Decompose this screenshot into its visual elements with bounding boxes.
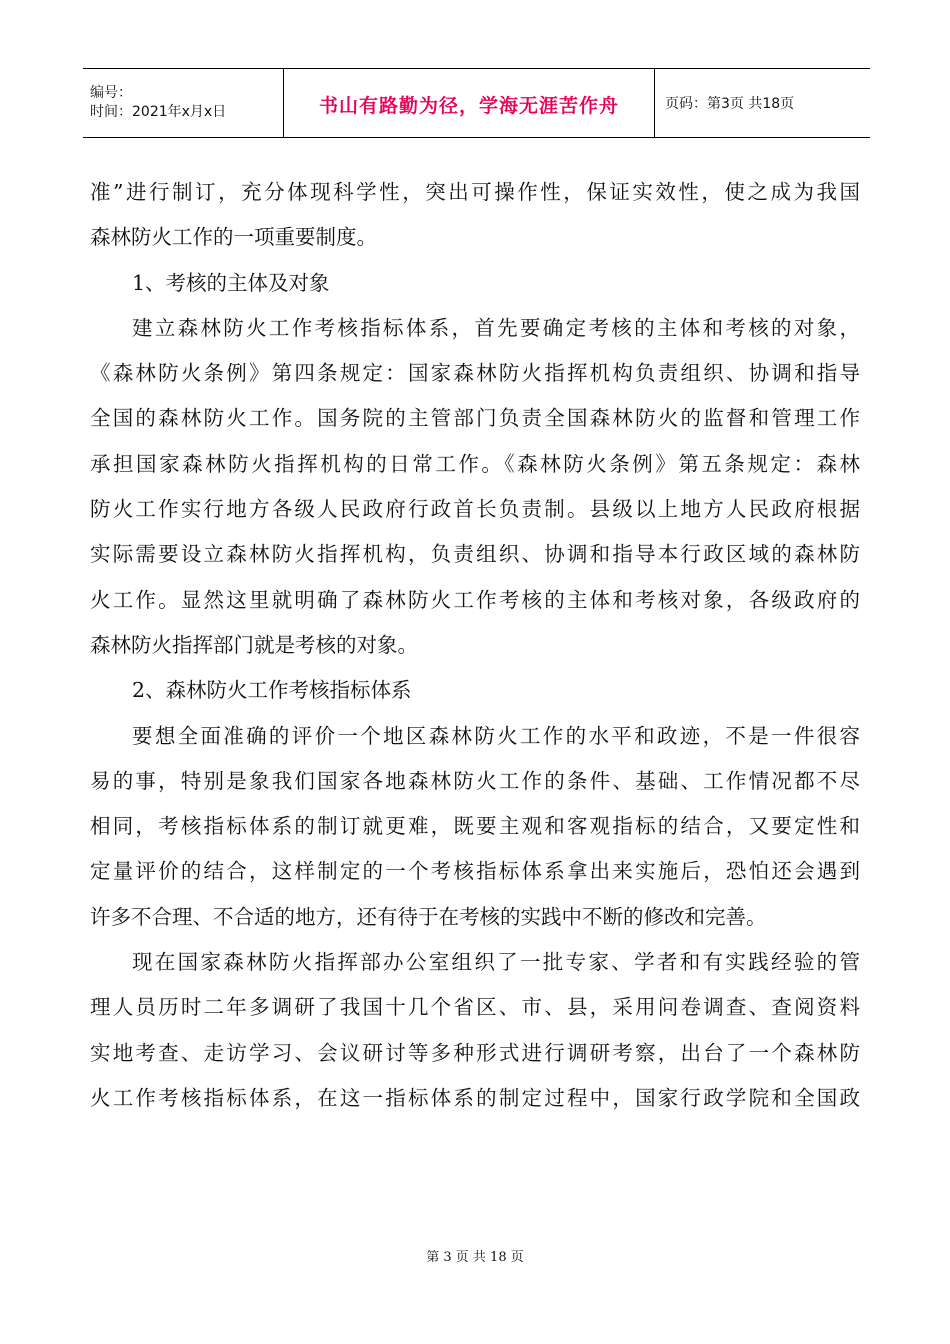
text-line: 森林防火指挥部门就是考核的对象。 — [90, 632, 418, 657]
section-heading: 2、森林防火工作考核指标体系 — [132, 678, 412, 703]
text-line: 承担国家森林防火指挥机构的日常工作。《森林防火条例》第五条规定：森林 — [90, 451, 863, 476]
header-page-cell — [655, 69, 870, 137]
text-line: 许多不合理、不合适的地方，还有待于在考核的实践中不断的修改和完善。 — [90, 904, 767, 929]
page-footer: 第 3 页 共 18 页 — [426, 1250, 524, 1265]
header-page-info: 页码：第3页 共18页 — [665, 96, 795, 112]
text-line: 易的事，特别是象我们国家各地森林防火工作的条件、基础、工作情况都不尽 — [90, 768, 863, 793]
text-line: 森林防火工作的一项重要制度。 — [90, 225, 377, 250]
text-line: 现在国家森林防火指挥部办公室组织了一批专家、学者和有实践经验的管 — [132, 950, 863, 975]
document-date: 时间：2021年x月x日 — [90, 104, 227, 120]
text-line: 定量评价的结合，这样制定的一个考核指标体系拿出来实施后，恐怕还会遇到 — [90, 859, 863, 884]
text-line: 实际需要设立森林防火指挥机构，负责组织、协调和指导本行政区域的森林防 — [90, 542, 863, 567]
text-line: 准”进行制订，充分体现科学性，突出可操作性，保证实效性，使之成为我国 — [90, 180, 863, 204]
text-line: 火工作。显然这里就明确了森林防火工作考核的主体和考核对象，各级政府的 — [90, 587, 863, 612]
document-body — [90, 170, 863, 1121]
header-motto: 书山有路勤为径，学海无涯苦作舟 — [318, 94, 619, 117]
text-line: 理人员历时二年多调研了我国十几个省区、市、县，采用问卷调查、查阅资料 — [90, 995, 863, 1020]
text-line: 相同，考核指标体系的制订就更难，既要主观和客观指标的结合，又要定性和 — [90, 814, 863, 839]
document-number-label: 编号： — [90, 85, 132, 101]
text-line: 《森林防火条例》第四条规定：国家森林防火指挥机构负责组织、协调和指导 — [90, 361, 863, 386]
text-line: 要想全面准确的评价一个地区森林防火工作的水平和政迹，不是一件很容 — [132, 723, 863, 748]
page-header — [83, 68, 870, 138]
text-line: 建立森林防火工作考核指标体系，首先要确定考核的主体和考核的对象， — [132, 315, 863, 340]
section-heading: 1、考核的主体及对象 — [132, 270, 330, 295]
text-line: 全国的森林防火工作。国务院的主管部门负责全国森林防火的监督和管理工作 — [90, 406, 863, 431]
header-left-cell — [83, 69, 283, 137]
text-line: 实地考查、走访学习、会议研讨等多种形式进行调研考察，出台了一个森林防 — [90, 1040, 863, 1065]
text-line: 火工作考核指标体系，在这一指标体系的制定过程中，国家行政学院和全国政 — [90, 1085, 863, 1110]
header-motto-cell — [283, 69, 655, 137]
text-line: 防火工作实行地方各级人民政府行政首长负责制。县级以上地方人民政府根据 — [90, 497, 863, 522]
